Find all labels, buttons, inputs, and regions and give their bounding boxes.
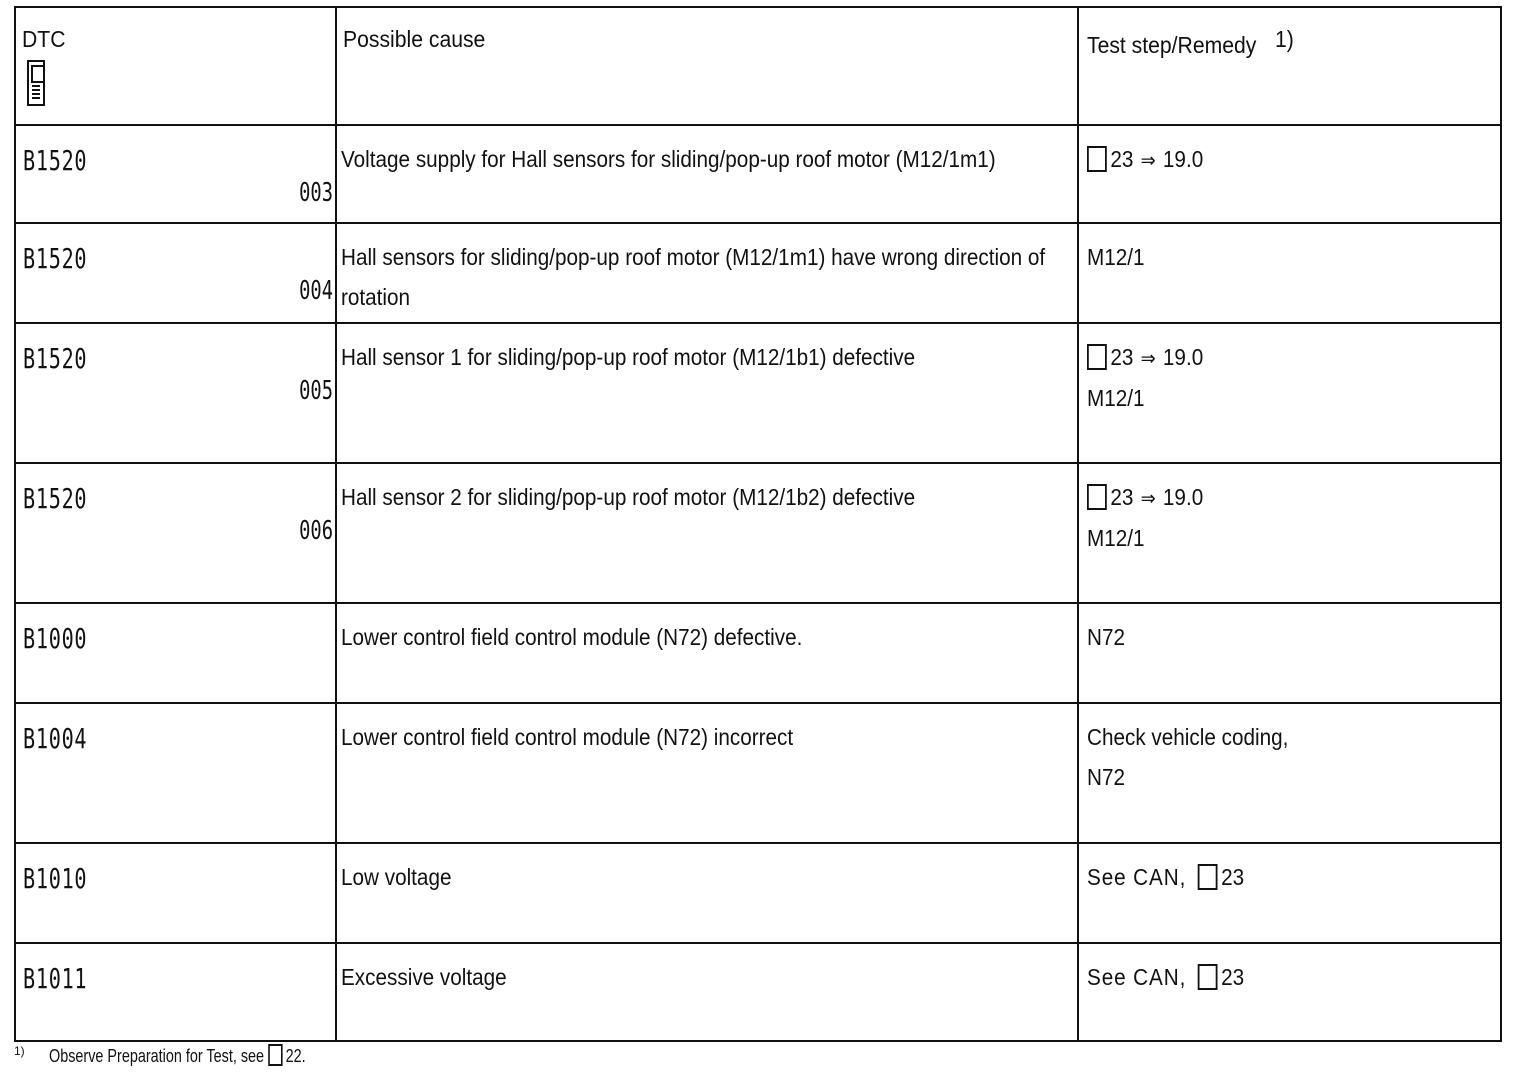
dtc-table [14,6,1502,1042]
cause-cell [336,843,1078,943]
hand-held-tester-icon [27,60,45,106]
cause-header-cell [336,7,1078,125]
footnote-marker: 1) [1275,26,1294,52]
page-reference-box-icon [1087,146,1107,172]
remedy-text: 23 [1110,146,1134,172]
remedy-text: M12/1 [1087,244,1145,270]
test-header: Test step/Remedy [1087,32,1257,59]
footnote-ref: 22. [285,1046,306,1066]
dtc-code: B1520 [23,342,88,375]
dtc-subcode: 005 [299,376,333,406]
dtc-code: B1010 [23,862,88,895]
remedy-text: 23 [1110,344,1134,370]
dtc-code: B1004 [23,722,88,755]
page-reference-box-icon [1087,344,1107,370]
remedy-cell [1078,223,1501,323]
dtc-cell [15,323,336,463]
remedy-text: N72 [1087,624,1125,650]
dtc-code: B1011 [23,962,88,995]
dtc-cell [15,125,336,223]
remedy-text: M12/1 [1087,525,1145,551]
remedy-text: N72 [1087,764,1125,790]
table-row [15,323,1501,463]
footnote [14,1044,370,1067]
table-row [15,603,1501,703]
table-row [15,703,1501,843]
remedy-cell [1078,703,1501,843]
table-row [15,125,1501,223]
remedy-cell [1078,463,1501,603]
page-reference-box-icon [1087,484,1107,510]
double-right-arrow-icon: ⇒ [1140,486,1156,510]
table-row [15,223,1501,323]
cause-text: Voltage supply for Hall sensors for sliding/pop-up roof motor (M12/1m1) [341,146,996,172]
remedy-section-ref: 19.0 [1162,146,1204,172]
dtc-subcode: 004 [299,276,333,306]
cause-cell [336,223,1078,323]
remedy-text: 23 [1221,964,1245,990]
page-reference-box-icon [268,1044,282,1066]
dtc-code: B1520 [23,242,88,275]
dtc-cell [15,703,336,843]
remedy-text: 23 [1110,484,1134,510]
footnote-mark: 1) [14,1044,25,1058]
double-right-arrow-icon: ⇒ [1140,346,1156,370]
remedy-cell [1078,843,1501,943]
dtc-header: DTC [22,26,66,52]
dtc-code: B1520 [23,144,88,177]
table-row [15,463,1501,603]
table-row [15,843,1501,943]
dtc-cell [15,223,336,323]
cause-header: Possible cause [343,26,486,52]
dtc-cell [15,943,336,1041]
dtc-code: B1000 [23,622,88,655]
dtc-subcode: 003 [299,178,333,208]
test-header-cell [1078,7,1501,125]
footnote-text: Observe Preparation for Test, see [48,1046,264,1066]
remedy-text: M12/1 [1087,385,1145,411]
double-right-arrow-icon: ⇒ [1140,148,1156,172]
dtc-cell [15,603,336,703]
remedy-cell [1078,125,1501,223]
remedy-see-can: See CAN, [1087,864,1187,890]
table-row [15,943,1501,1041]
cause-text: Low voltage [341,864,452,890]
header-row [15,7,1501,125]
dtc-code: B1520 [23,482,88,515]
cause-text: Hall sensors for sliding/pop-up roof motor (M12/1m1) have wrong direction of [341,244,1046,270]
cause-cell [336,125,1078,223]
cause-text: Lower control field control module (N72) incorrect [341,724,794,750]
cause-cell [336,463,1078,603]
cause-text: Lower control field control module (N72) defective. [341,624,803,650]
remedy-section-ref: 19.0 [1162,344,1204,370]
remedy-cell [1078,943,1501,1041]
remedy-cell [1078,323,1501,463]
remedy-see-can: See CAN, [1087,964,1187,990]
cause-cell [336,943,1078,1041]
page-reference-box-icon [1198,964,1218,990]
dtc-header-cell [15,7,336,125]
remedy-text: 23 [1221,864,1245,890]
cause-text: Hall sensor 1 for sliding/pop-up roof motor (M12/1b1) defective [341,344,916,370]
remedy-text: Check vehicle coding, [1087,724,1289,750]
dtc-subcode: 006 [299,516,333,546]
remedy-section-ref: 19.0 [1162,484,1204,510]
cause-cell [336,603,1078,703]
cause-text: Excessive voltage [341,964,507,990]
cause-text: Hall sensor 2 for sliding/pop-up roof motor (M12/1b2) defective [341,484,916,510]
cause-cell [336,323,1078,463]
page-reference-box-icon [1198,864,1218,890]
cause-cell [336,703,1078,843]
cause-text: rotation [341,284,411,310]
dtc-cell [15,843,336,943]
remedy-cell [1078,603,1501,703]
dtc-cell [15,463,336,603]
